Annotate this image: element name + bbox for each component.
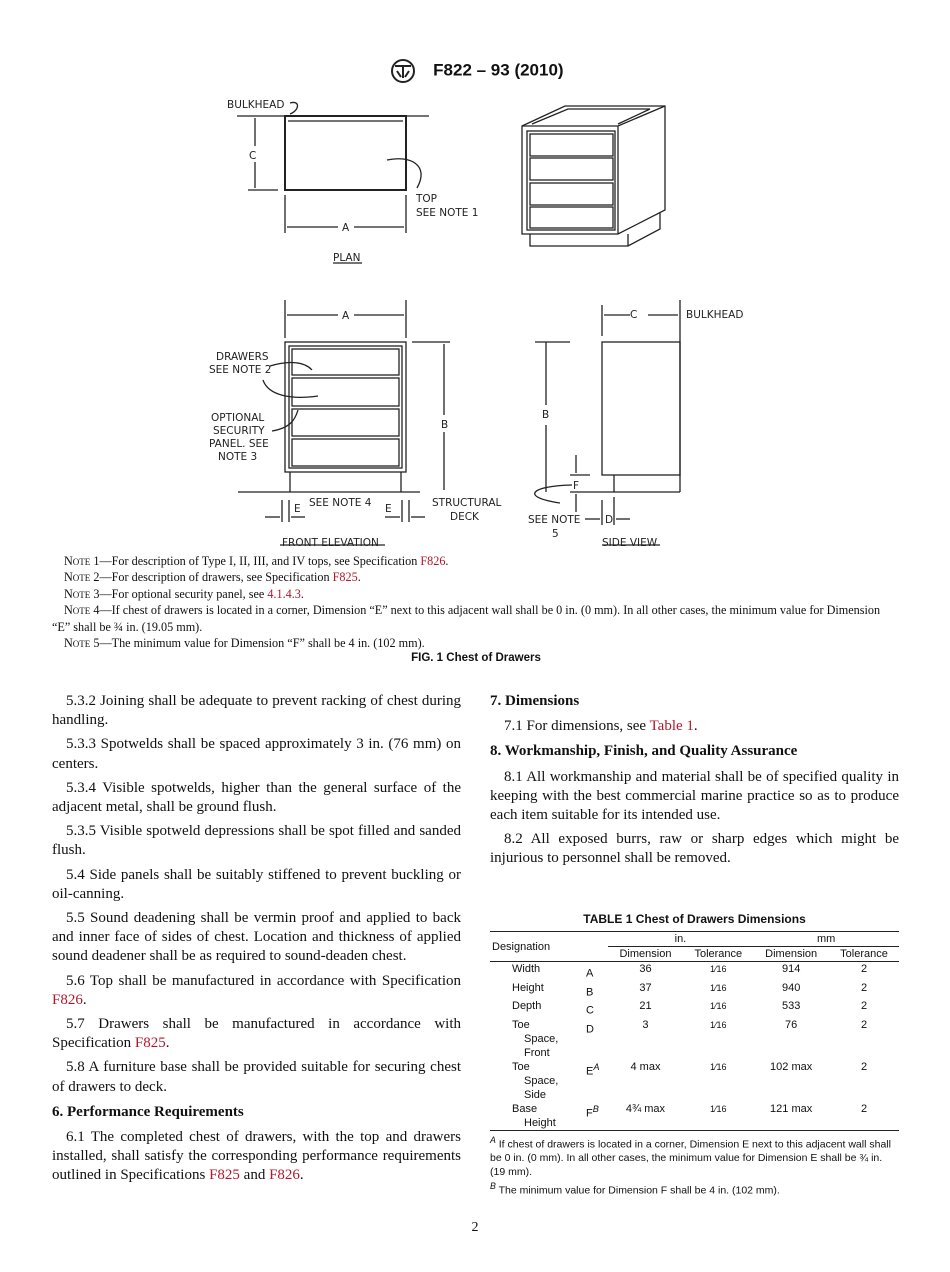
right-column [490, 692, 899, 874]
label-b-front: B [441, 419, 449, 431]
para-5-3-4: 5.3.4 Visible spotwelds, higher than the general surface of the adjacent metal, shall be ground flush. [52, 779, 461, 816]
label-e-right: E [385, 503, 392, 515]
link-f826[interactable]: F826 [269, 1167, 300, 1184]
cell-in-tolerance: 1⁄16 [710, 982, 727, 993]
link-f825[interactable]: F825 [332, 570, 358, 585]
section-7-heading: 7. Dimensions [490, 693, 580, 709]
label-structural: STRUCTURAL [432, 497, 502, 509]
table-footnotes [490, 1134, 899, 1198]
cell-in-dimension: 3 [642, 1018, 649, 1031]
cell-in-dimension: 4 max [630, 1060, 661, 1073]
cell-in-tolerance: 1⁄16 [710, 964, 727, 974]
label-deck: DECK [450, 511, 479, 523]
cell-in-dimension: 21 [639, 1000, 652, 1013]
label-drawers: DRAWERS [216, 351, 269, 363]
para-5-7: 5.7 Drawers shall be manufactured in accordance with Specification F825. [52, 1016, 461, 1052]
cell-letter: $F^B$ [586, 1103, 599, 1120]
note-5: Note 5—The minimum value for Dimension “F” shall be 4 in. (102 mm). [64, 636, 425, 651]
cell-in-tolerance: 1⁄16 [710, 1103, 727, 1114]
para-5-3-5: 5.3.5 Visible spotweld depressions shall be spot filled and sanded flush. [52, 823, 461, 859]
link-f826[interactable]: F826 [420, 554, 446, 568]
cell-in-dimension: 37 [639, 981, 652, 994]
label-bulkhead-side: BULKHEAD [686, 309, 744, 321]
label-a: A [342, 222, 350, 234]
label-top: TOP [416, 193, 438, 205]
label-front-elevation: FRONT ELEVATION [282, 537, 379, 549]
label-side-view: SIDE VIEW [602, 537, 658, 549]
para-5-5: 5.5 Sound deadening shall be vermin proof and applied to back and inner face of sides of chest. Location and thickness of applied sound deadener shall be as required to sound-deaden chest. [52, 910, 461, 965]
label-panel-see: PANEL. SEE [209, 438, 269, 450]
label-plan: PLAN [333, 252, 361, 264]
header-designation: Designation [492, 940, 551, 953]
plan-view [237, 102, 429, 263]
label-bulkhead: BULKHEAD [227, 99, 285, 111]
section-6-heading: 6. Performance Requirements [52, 1103, 244, 1120]
label-see-note-1: SEE NOTE 1 [416, 207, 479, 219]
para-5-4: 5.4 Side panels shall be suitably stiffened to prevent buckling or oil-canning. [52, 866, 461, 902]
cell-designation: Width [512, 963, 541, 975]
label-b-side: B [542, 409, 550, 421]
dimensions-table [490, 931, 899, 1131]
table-row [490, 1102, 899, 1131]
cell-mm-tolerance: 2 [860, 1102, 868, 1115]
header-in: in. [608, 932, 754, 947]
table-row [490, 1060, 899, 1102]
para-6-1: 6.1 The completed chest of drawers, with the top and drawers installed, shall satisfy the corresponding performance requirements outlined in Specifications F825 and F826. [52, 1129, 461, 1184]
para-5-8: 5.8 A furniture base shall be provided suitable for securing chest of drawers to deck. [52, 1059, 461, 1095]
link-f825[interactable]: F825 [134, 1035, 166, 1052]
cell-designation: Height [512, 981, 544, 994]
cell-mm-tolerance: 2 [860, 963, 868, 975]
cell-in-tolerance: 1⁄16 [710, 1019, 727, 1030]
figure-chest-of-drawers [0, 0, 950, 560]
cell-designation: Toe Space, Side [512, 1060, 559, 1101]
para-5-3-2: 5.3.2 Joining shall be adequate to prevent racking of chest during handling. [52, 693, 461, 729]
para-8-1: 8.1 All workmanship and material shall be of specified quality in keeping with the best commercial marine practice so as to produce each item suitable for its intended use. [490, 768, 899, 824]
cell-mm-dimension: 102 max [770, 1060, 813, 1073]
para-8-2: 8.2 All exposed burrs, raw or sharp edges which might be injurious to personnel shall be removed. [490, 831, 899, 867]
cell-mm-tolerance: 2 [860, 1018, 868, 1031]
table-caption: TABLE 1 Chest of Drawers Dimensions [583, 912, 806, 926]
label-security: SECURITY [213, 425, 265, 437]
header-in-dimension: Dimension [619, 948, 672, 960]
table-row [490, 1018, 899, 1060]
label-see-note-2: SEE NOTE 2 [209, 364, 272, 376]
figure-notes [52, 553, 900, 664]
para-5-6: 5.6 Top shall be manufactured in accordance with Specification F826. [52, 972, 461, 1008]
cell-letter: A [586, 967, 594, 980]
cell-mm-dimension: 533 [781, 1000, 801, 1013]
cell-letter: D [586, 1023, 594, 1036]
footnote-b: $^B$ The minimum value for Dimension F shall be 4 in. (102 mm). [490, 1180, 780, 1197]
cell-in-dimension: 36 [639, 963, 652, 975]
cell-in-dimension: 4¾ max [625, 1102, 666, 1115]
para-5-3-3: 5.3.3 Spotwelds shall be spaced approximately 3 in. (76 mm) on centers. [52, 736, 461, 772]
cell-letter: $E^A$ [586, 1061, 600, 1078]
label-five: 5 [552, 528, 559, 540]
cell-mm-dimension: 121 max [770, 1102, 813, 1115]
note-3: Note 3—For optional security panel, see 4.1.4.3. [64, 586, 304, 601]
link-4-1-4-3[interactable]: 4.1.4.3 [267, 586, 301, 601]
link-f826[interactable]: F826 [52, 991, 83, 1008]
para-7-1: 7.1 For dimensions, see Table 1. [504, 718, 698, 735]
header-mm-dimension: Dimension [765, 948, 818, 960]
header-mm-tolerance: Tolerance [840, 948, 888, 960]
label-note-3: NOTE 3 [218, 451, 258, 463]
left-column [52, 692, 461, 1191]
note-2: Note 2—For description of drawers, see Specification F825. [64, 570, 361, 585]
figure-caption: FIG. 1 Chest of Drawers [411, 652, 541, 665]
table-row [490, 999, 899, 1018]
table-row [490, 981, 899, 1000]
label-a-front: A [342, 310, 350, 322]
side-view [535, 300, 680, 545]
cell-in-tolerance: 1⁄16 [710, 1001, 727, 1012]
link-table-1[interactable]: Table 1 [649, 718, 694, 735]
document-designation: F822 – 93 (2010) [433, 60, 564, 80]
label-c: C [249, 150, 257, 162]
cell-letter: B [586, 986, 594, 999]
cell-mm-dimension: 940 [781, 981, 801, 994]
cell-designation: Depth [512, 1000, 542, 1013]
section-8-heading: 8. Workmanship, Finish, and Quality Assurance [490, 743, 798, 760]
label-c-side: C [630, 309, 638, 321]
cell-mm-tolerance: 2 [860, 981, 868, 994]
label-see-note-4: SEE NOTE 4 [309, 497, 372, 509]
label-d: D [605, 514, 614, 526]
label-optional: OPTIONAL [211, 412, 265, 424]
note-4: Note 4—If chest of drawers is located in a corner, Dimension “E” next to this adjacent wall shall be 0 in. (0 mm). In all other cases, the minimum value for Dimension “E” shall be ¾ in. (19.05 mm). [52, 603, 881, 634]
cell-mm-dimension: 76 [785, 1018, 798, 1031]
table-1 [490, 912, 899, 1198]
isometric-view [522, 106, 665, 246]
cell-mm-tolerance: 2 [860, 1000, 868, 1013]
cell-mm-dimension: 914 [781, 963, 801, 975]
cell-mm-tolerance: 2 [860, 1060, 868, 1073]
footnote-a: $^A$ If chest of drawers is located in a corner, Dimension E next to this adjacent wall shall be 0 in. (0 mm). In all other cases, the minimum value for Dimension E shall be ¾ in. (19 mm). [490, 1134, 891, 1179]
cell-in-tolerance: 1⁄16 [710, 1061, 727, 1072]
note-1: Note 1—For description of Type I, II, III, and IV tops, see Specification F826. [64, 554, 449, 568]
header-in-tolerance: Tolerance [694, 948, 743, 960]
link-f825[interactable]: F825 [209, 1167, 240, 1184]
header-mm: mm [753, 932, 899, 947]
table-row [490, 962, 899, 981]
cell-designation: Base Height [512, 1102, 556, 1129]
label-e-left: E [294, 503, 301, 515]
page-number: 2 [471, 1220, 479, 1235]
label-f: F [573, 480, 580, 492]
cell-designation: Toe Space, Front [512, 1018, 559, 1059]
cell-letter: C [586, 1004, 594, 1017]
label-see-note: SEE NOTE [528, 514, 581, 526]
